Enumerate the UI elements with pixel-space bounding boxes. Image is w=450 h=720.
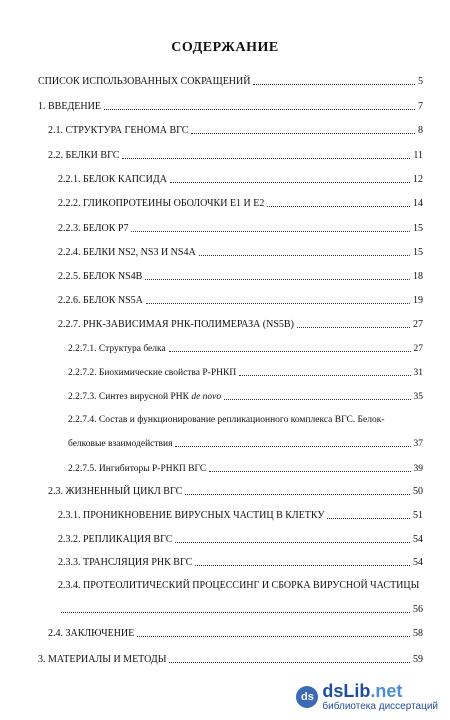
toc-entry-page: 19 <box>413 295 423 306</box>
dot-leader <box>199 255 410 256</box>
toc-entry-label: 2.2.7.1. Структура белка <box>68 344 166 354</box>
toc-entry-2-2-3[interactable] <box>58 223 423 235</box>
toc-entry-2-2-4[interactable] <box>58 247 423 259</box>
dslib-watermark[interactable] <box>296 682 438 712</box>
toc-entry-label: 2.3.3. ТРАНСЛЯЦИЯ РНК ВГС <box>58 557 193 568</box>
toc-entry-2-1[interactable] <box>48 125 423 137</box>
dot-leader <box>104 109 415 110</box>
toc-entry-2-2-7-1[interactable] <box>68 343 423 355</box>
dot-leader <box>175 446 410 447</box>
toc-entry-label: 2.3.1. ПРОНИКНОВЕНИЕ ВИРУСНЫХ ЧАСТИЦ В КЛЕТКУ <box>58 510 325 521</box>
toc-entry-label: 3. МАТЕРИАЛЫ И МЕТОДЫ <box>38 654 167 665</box>
dot-leader <box>131 231 410 232</box>
dot-leader <box>169 351 411 352</box>
toc-entry-page: 56 <box>413 604 423 615</box>
toc-entry-label: 2.3.2. РЕПЛИКАЦИЯ ВГС <box>58 534 173 545</box>
toc-entry-2-3-1[interactable] <box>58 510 423 522</box>
toc-entry-1[interactable] <box>38 101 423 113</box>
toc-entry-label: 2.2.7. РНК-ЗАВИСИМАЯ РНК-ПОЛИМЕРАЗА (NS5B) <box>58 319 294 330</box>
dot-leader <box>137 636 410 637</box>
toc-entry-2-2-1[interactable] <box>58 174 423 186</box>
toc-entry-2-2[interactable] <box>48 150 423 162</box>
toc-entry-page: 51 <box>413 510 423 521</box>
toc-entry-page: 11 <box>413 150 423 161</box>
dot-leader <box>191 133 415 134</box>
toc-entry-abbreviations[interactable] <box>38 76 423 88</box>
toc-entry-page: 54 <box>413 557 423 568</box>
toc-entry-page: 15 <box>413 223 423 234</box>
toc-entry-2-2-6[interactable] <box>58 295 423 307</box>
toc-entry-label: 2.2.6. БЕЛОК NS5A <box>58 295 143 306</box>
toc-entry-label: СПИСОК ИСПОЛЬЗОВАННЫХ СОКРАЩЕНИЙ <box>38 76 251 87</box>
toc-entry-2-2-2[interactable] <box>58 198 423 210</box>
toc-entry-page: 5 <box>418 76 423 87</box>
toc-entry-label: 2.4. ЗАКЛЮЧЕНИЕ <box>48 628 135 639</box>
dot-leader <box>297 327 410 328</box>
dot-leader <box>170 182 410 183</box>
toc-entry-page: 39 <box>413 464 423 474</box>
dot-leader <box>61 612 410 613</box>
dot-leader <box>175 542 410 543</box>
toc-entry-page: 7 <box>418 101 423 112</box>
toc-entry-label: 1. ВВЕДЕНИЕ <box>38 101 101 112</box>
toc-entry-2-2-7[interactable] <box>58 319 423 331</box>
toc-entry-page: 14 <box>413 198 423 209</box>
toc-entry-label: 2.2. БЕЛКИ ВГС <box>48 150 120 161</box>
dot-leader <box>253 84 415 85</box>
dot-leader <box>239 375 410 376</box>
page-title: СОДЕРЖАНИЕ <box>171 40 279 55</box>
dot-leader <box>146 303 410 304</box>
toc-entry-label: 2.2.5. БЕЛОК NS4B <box>58 271 143 282</box>
watermark-subtitle: библиотека диссертаций <box>322 701 438 712</box>
toc-entry-page: 37 <box>413 439 423 449</box>
toc-entry-label: 2.1. СТРУКТУРА ГЕНОМА ВГС <box>48 125 189 136</box>
toc-entry-page: 27 <box>413 344 423 354</box>
toc-entry-label: 2.2.4. БЕЛКИ NS2, NS3 И NS4A <box>58 247 196 258</box>
dot-leader <box>224 399 410 400</box>
toc-entry-page: 58 <box>413 628 423 639</box>
toc-entry-page: 15 <box>413 247 423 258</box>
watermark-brand: dsLib.net <box>322 681 403 701</box>
toc-entry-label: 2.2.2. ГЛИКОПРОТЕИНЫ ОБОЛОЧКИ Е1 И Е2 <box>58 198 265 209</box>
dot-leader <box>267 206 410 207</box>
dot-leader <box>145 279 410 280</box>
toc-entry-page: 8 <box>418 125 423 136</box>
toc-entry-label: 2.2.7.2. Биохимические свойства Р-РНКП <box>68 368 237 378</box>
toc-entry-label: 2.3.4. ПРОТЕОЛИТИЧЕСКИЙ ПРОЦЕССИНГ И СБОРКА ВИРУСНОЙ ЧАСТИЦЫ <box>58 580 420 591</box>
toc-entry-2-4[interactable] <box>48 628 423 640</box>
toc-entry-2-2-5[interactable] <box>58 271 423 283</box>
toc-entry-label: 2.2.3. БЕЛОК Р7 <box>58 223 129 234</box>
dot-leader <box>195 565 410 566</box>
toc-entry-2-3-3[interactable] <box>58 557 423 569</box>
toc-entry-2-3-4[interactable] <box>58 580 423 616</box>
toc-entry-2-3[interactable] <box>48 486 423 498</box>
toc-entry-page: 27 <box>413 319 423 330</box>
toc-entry-2-2-7-4[interactable] <box>68 414 423 450</box>
toc-entry-page: 12 <box>413 174 423 185</box>
toc-entry-label: 2.2.7.5. Ингибиторы Р-РНКП ВГС <box>68 464 207 474</box>
toc-entry-page: 50 <box>413 486 423 497</box>
dslib-logo-icon: ds <box>296 686 318 708</box>
toc-entry-page: 59 <box>413 654 423 665</box>
toc-entry-page: 31 <box>413 368 423 378</box>
toc-entry-label: 2.3. ЖИЗНЕННЫЙ ЦИКЛ ВГС <box>48 486 183 497</box>
dot-leader <box>122 158 410 159</box>
dot-leader <box>209 471 410 472</box>
toc-entry-label: 2.2.7.4. Состав и функционирование репликационного комплекса ВГС. Белок- <box>68 415 385 425</box>
toc-entry-2-3-2[interactable] <box>58 534 423 546</box>
toc-entry-2-2-7-3[interactable] <box>68 391 423 403</box>
dot-leader <box>327 518 410 519</box>
toc-entry-3[interactable] <box>38 654 423 666</box>
dot-leader <box>185 494 410 495</box>
toc-entry-2-2-7-5[interactable] <box>68 463 423 475</box>
toc-entry-page: 35 <box>413 392 423 402</box>
toc-entry-label: 2.2.1. БЕЛОК КАПСИДА <box>58 174 167 185</box>
toc-entry-page: 54 <box>413 534 423 545</box>
toc-entry-label-continued: белковые взаимодействия <box>68 439 173 449</box>
toc-entry-page: 18 <box>413 271 423 282</box>
dot-leader <box>169 662 410 663</box>
toc-entry-label: 2.2.7.3. Синтез вирусной РНК de novo <box>68 392 222 402</box>
toc-entry-2-2-7-2[interactable] <box>68 367 423 379</box>
